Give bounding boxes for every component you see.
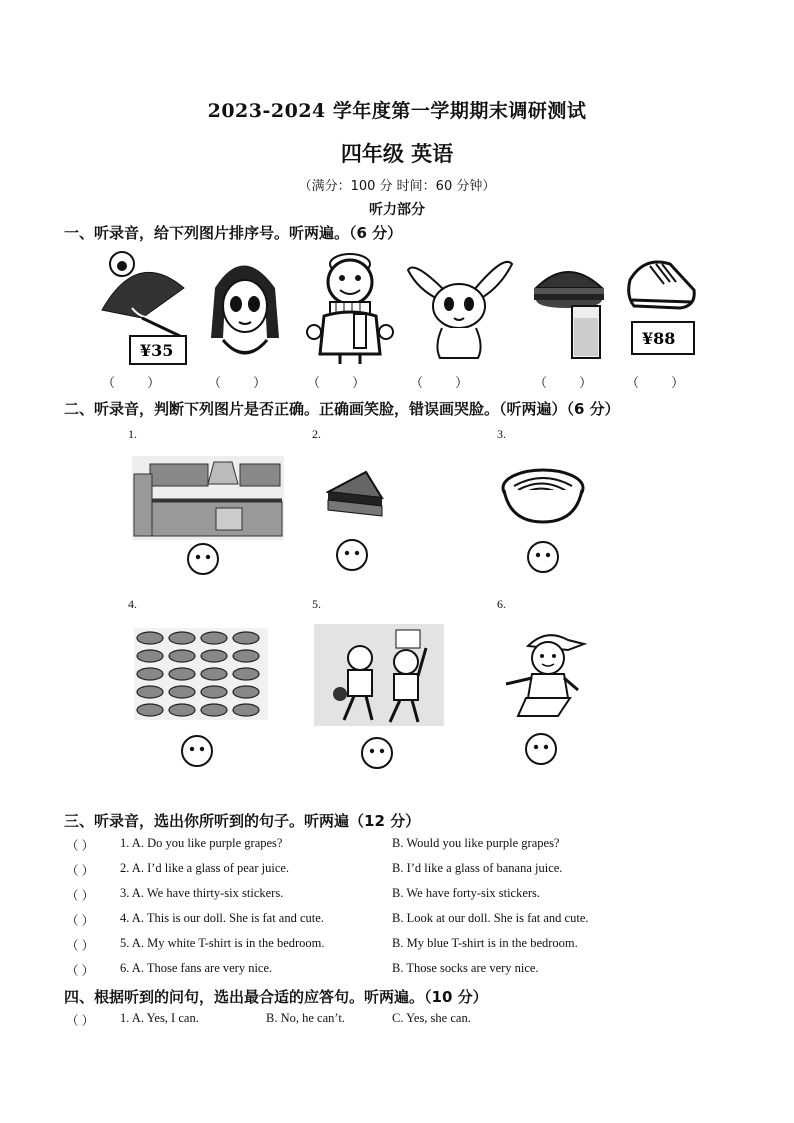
rabbit-icon: [404, 250, 514, 362]
basketball-boys-icon: [314, 624, 444, 726]
answer-paren[interactable]: （ ）: [66, 914, 95, 928]
face-circle-4[interactable]: [180, 734, 214, 768]
section4-heading: 四、根据听到的问句，选出最合适的应答句。听两遍。（10 分）: [64, 988, 488, 1006]
option-b: B. We have forty-six stickers.: [392, 886, 541, 900]
question-row: [66, 1011, 746, 1029]
noodles-bowl-icon: [500, 466, 586, 526]
toy-cars-icon: [134, 628, 268, 720]
item-number-5: 5.: [312, 597, 321, 611]
question-row: [66, 861, 746, 879]
option-a: 1. A. Yes, I can.: [120, 1011, 199, 1025]
answer-blank-2[interactable]: （ ）: [208, 376, 281, 391]
answer-paren[interactable]: （ ）: [66, 1014, 95, 1028]
face-circle-5[interactable]: [360, 736, 394, 770]
face-circle-2[interactable]: [335, 538, 369, 572]
section3-heading: 三、听录音，选出你所听到的句子。听两遍（12 分）: [64, 812, 421, 830]
kitchen-icon: [132, 456, 284, 540]
answer-blank-3[interactable]: （ ）: [307, 376, 380, 391]
item-number-2: 2.: [312, 427, 321, 441]
option-b: B. My blue T-shirt is in the bedroom.: [392, 936, 578, 950]
question-row: [66, 936, 746, 954]
item-number-1: 1.: [128, 427, 137, 441]
option-b: B. Would you like purple grapes?: [392, 836, 560, 850]
sneakers-price: ¥88: [642, 329, 676, 348]
hamburger-juice-icon: [528, 256, 610, 362]
option-b: B. I’d like a glass of banana juice.: [392, 861, 563, 875]
question-row: [66, 961, 746, 979]
option-a: 3. A. We have thirty-six stickers.: [120, 886, 284, 900]
exam-info: （满分：100 分 时间：60 分钟）: [298, 179, 496, 194]
answer-blank-6[interactable]: （ ）: [626, 376, 699, 391]
option-b: B. No, he can’t.: [266, 1011, 345, 1025]
question-row: [66, 911, 746, 929]
face-circle-1[interactable]: [186, 542, 220, 576]
face-circle-3[interactable]: [526, 540, 560, 574]
section2-heading: 二、听录音，判断下列图片是否正确。正确画笑脸，错误画哭脸。（听两遍）（6 分）: [64, 400, 620, 418]
section1-heading: 一、听录音，给下列图片排序号。听两遍。（6 分）: [64, 224, 403, 242]
option-a: 1. A. Do you like purple grapes?: [120, 836, 283, 850]
answer-paren[interactable]: （ ）: [66, 889, 95, 903]
option-a: 4. A. This is our doll. She is fat and cute.: [120, 911, 324, 925]
item-number-4: 4.: [128, 597, 137, 611]
sandwich-icon: [326, 470, 386, 522]
question-row: [66, 886, 746, 904]
umbrella-price: ¥35: [140, 341, 174, 360]
option-a: 5. A. My white T-shirt is in the bedroom.: [120, 936, 325, 950]
question-row: [66, 836, 746, 854]
answer-blank-1[interactable]: （ ）: [102, 376, 175, 391]
part-title: 听力部分: [369, 202, 425, 218]
answer-paren[interactable]: （ ）: [66, 864, 95, 878]
option-b: B. Those socks are very nice.: [392, 961, 539, 975]
snowman-scarf-icon: [306, 246, 394, 366]
umbrella-icon: [92, 248, 192, 366]
answer-blank-4[interactable]: （ ）: [410, 376, 483, 391]
option-a: 6. A. Those fans are very nice.: [120, 961, 273, 975]
face-circle-6[interactable]: [524, 732, 558, 766]
option-b: B. Look at our doll. She is fat and cute.: [392, 911, 589, 925]
answer-paren[interactable]: （ ）: [66, 939, 95, 953]
option-c: C. Yes, she can.: [392, 1011, 471, 1025]
exam-title: 2023-2024 学年度第一学期期末调研测试: [207, 100, 587, 122]
answer-paren[interactable]: （ ）: [66, 839, 95, 853]
girl-icon: [203, 248, 287, 366]
answer-paren[interactable]: （ ）: [66, 964, 95, 978]
item-number-6: 6.: [497, 597, 506, 611]
grade-subject: 四年级 英语: [340, 141, 454, 166]
sneakers-icon: [624, 250, 700, 362]
option-a: 2. A. I’d like a glass of pear juice.: [120, 861, 290, 875]
kneeling-boy-icon: [498, 626, 594, 722]
answer-blank-5[interactable]: （ ）: [534, 376, 607, 391]
item-number-3: 3.: [497, 427, 506, 441]
